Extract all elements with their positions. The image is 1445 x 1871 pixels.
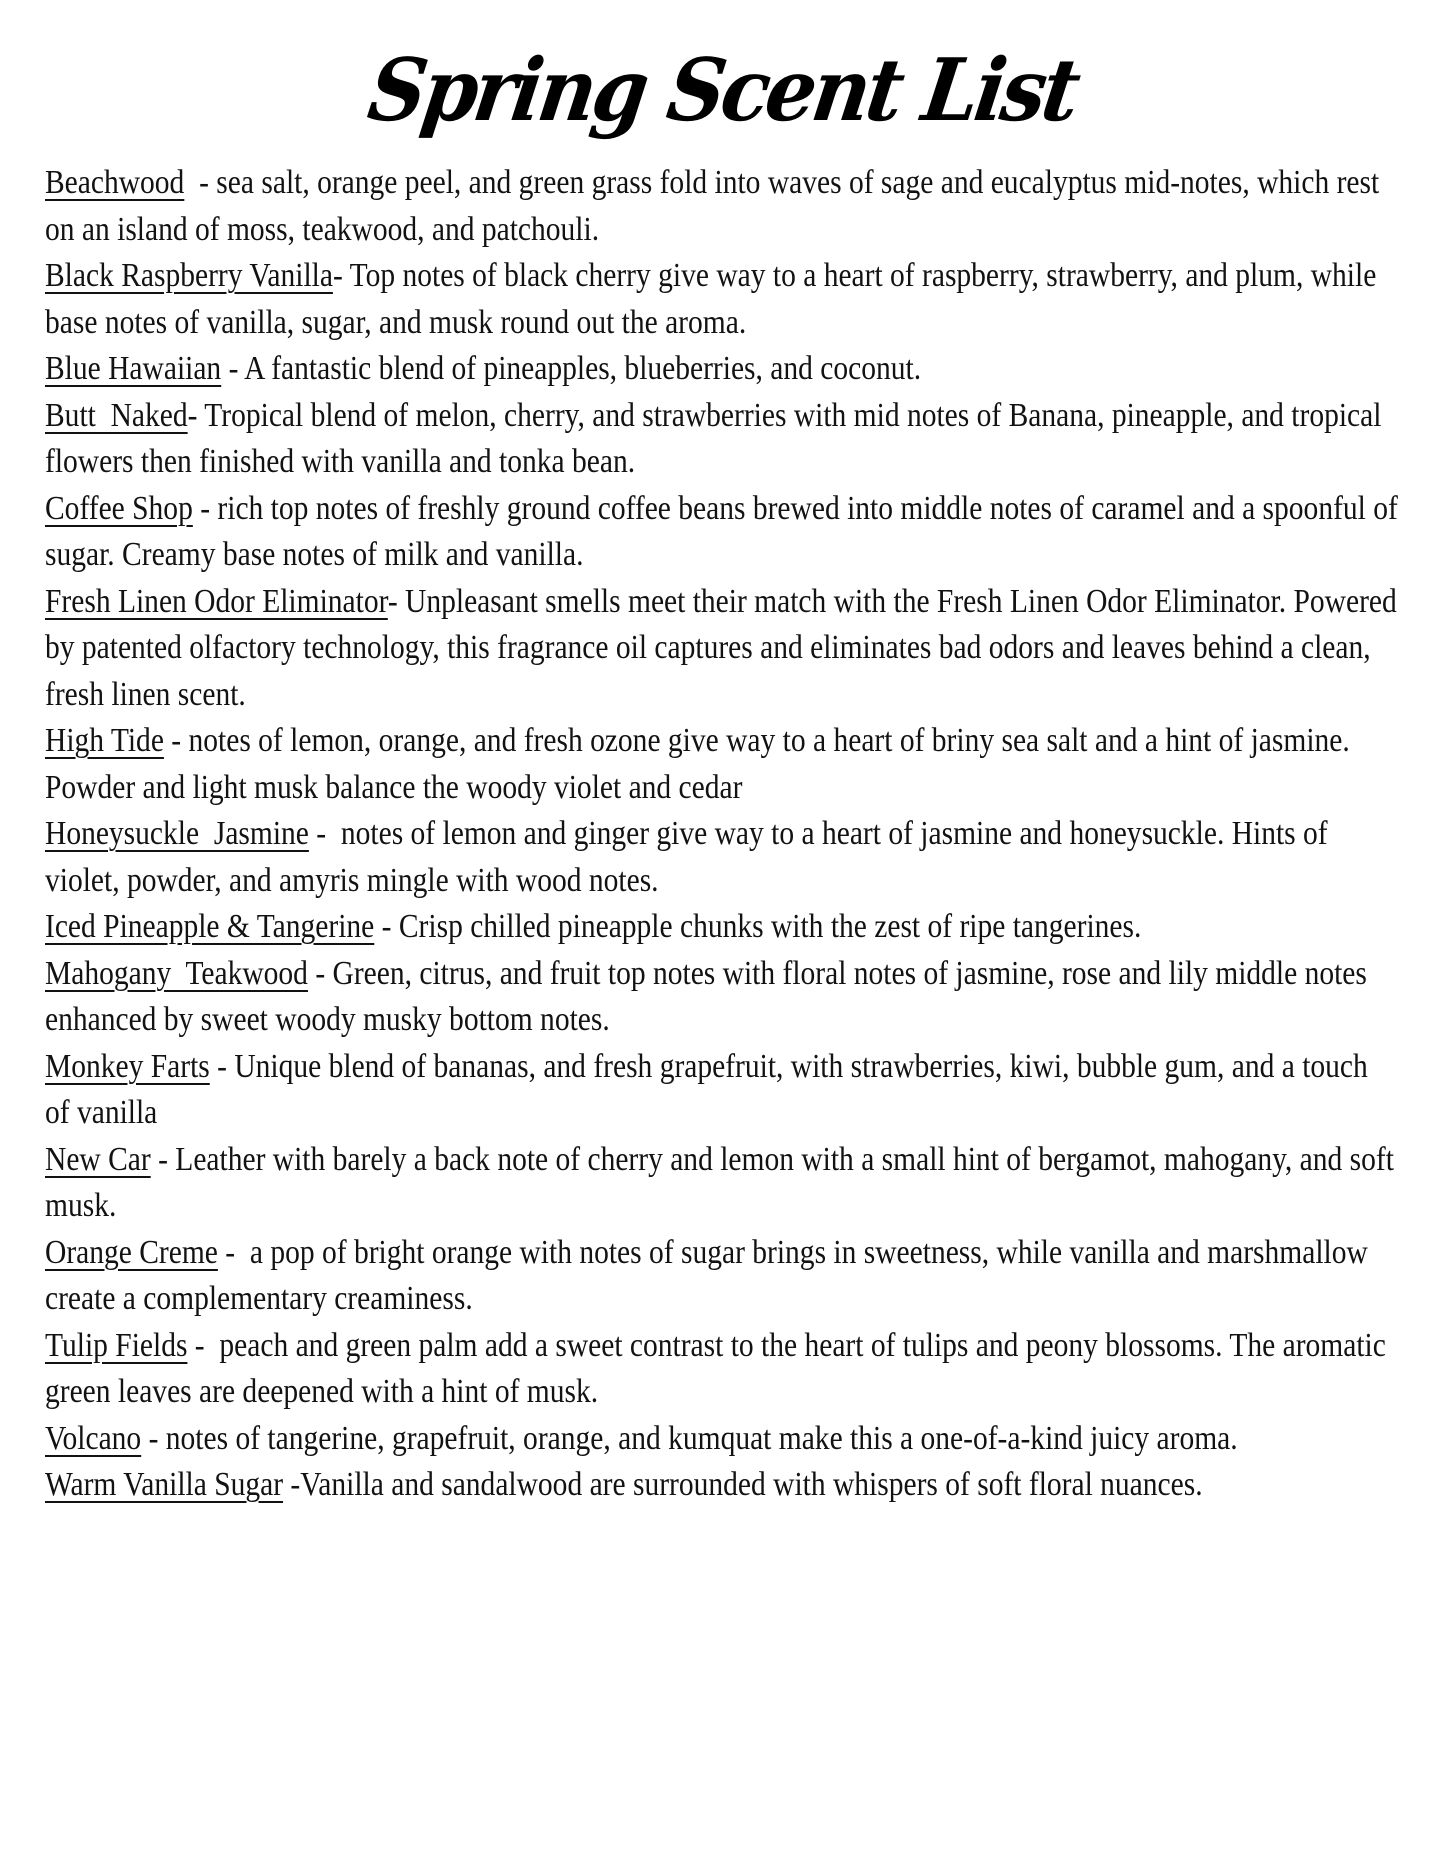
scent-separator: -: [374, 908, 399, 945]
scent-description: Unpleasant smells meet their match with the Fresh Linen Odor Eliminator. Powered by patented olfactory technology, this fragrance oil captures and eliminates bad odors and leaves behind a clean, fresh linen scent.: [45, 582, 1405, 713]
scent-entry: [45, 1230, 1399, 1323]
scent-separator: -: [184, 164, 217, 201]
scent-name: Honeysuckle Jasmine: [45, 815, 309, 852]
scent-name: Monkey Farts: [45, 1047, 210, 1085]
scent-name: Blue Hawaiian: [45, 350, 222, 387]
scent-entry: [45, 718, 1399, 811]
scent-description: Top notes of black cherry give way to a heart of raspberry, strawberry, and plum, while base notes of vanilla, sugar, and musk round out the aroma.: [45, 257, 1384, 341]
scent-entry: [45, 1416, 1399, 1463]
scent-description: Crisp chilled pineapple chunks with the zest of ripe tangerines.: [398, 908, 1142, 945]
scent-separator: -: [163, 722, 189, 759]
scent-separator: -: [192, 489, 218, 527]
page-title-text: Spring Scent List: [362, 40, 1083, 141]
scent-separator: -: [221, 350, 245, 387]
scent-separator: -: [209, 1047, 235, 1085]
scent-entry: [45, 1462, 1399, 1509]
scent-separator: -: [283, 1466, 301, 1503]
scent-entry: [45, 486, 1406, 579]
scent-description: Green, citrus, and fruit top notes with floral notes of jasmine, rose and lily middle notes enhanced by sweet woody musky bottom notes.: [45, 954, 1375, 1038]
scent-description: sea salt, orange peel, and green grass fold into waves of sage and eucalyptus mid-notes, which rest on an island of moss, teakwood, and patchouli.: [45, 164, 1387, 248]
scent-entry: [45, 951, 1399, 1044]
scent-entry: [45, 1137, 1402, 1230]
scent-description: a pop of bright orange with notes of sugar brings in sweetness, while vanilla and marshmallow create a complementary creaminess.: [45, 1233, 1376, 1317]
scent-entry: [45, 1044, 1399, 1137]
scent-entry: [45, 579, 1405, 719]
scent-name: Iced Pineapple & Tangerine: [45, 908, 375, 945]
scent-name: Fresh Linen Odor Eliminator: [45, 582, 388, 620]
scent-separator: -: [141, 1419, 166, 1457]
scent-separator: -: [150, 1140, 176, 1178]
scent-separator: -: [387, 582, 406, 620]
scent-name: Volcano: [45, 1419, 142, 1457]
scent-separator: -: [187, 396, 205, 434]
scent-description: rich top notes of freshly ground coffee beans brewed into middle notes of caramel and a spoonful of sugar. Creamy base notes of milk and vanilla.: [45, 489, 1406, 573]
scent-description: A fantastic blend of pineapples, blueberries, and coconut.: [244, 350, 922, 387]
scent-description: Tropical blend of melon, cherry, and strawberries with mid notes of Banana, pineapple, and tropical flowers then finished with vanilla and tonka bean.: [45, 396, 1389, 480]
page-title: [0, 40, 1445, 141]
scent-description: Unique blend of bananas, and fresh grapefruit, with strawberries, kiwi, bubble gum, and a touch of vanilla: [45, 1047, 1376, 1131]
scent-name: Mahogany Teakwood: [45, 954, 308, 992]
scent-separator: -: [217, 1233, 250, 1271]
scent-name: High Tide: [45, 722, 164, 759]
scent-entry: [45, 160, 1399, 253]
scent-entry: [45, 346, 1399, 393]
scent-name: Butt Naked: [45, 396, 188, 434]
scent-separator: -: [187, 1326, 220, 1364]
scent-entry: [45, 1323, 1399, 1416]
scent-description: Leather with barely a back note of cherry and lemon with a small hint of bergamot, mahogany, and soft musk.: [45, 1140, 1402, 1224]
scent-separator: -: [307, 954, 333, 992]
scent-entry: [45, 811, 1399, 904]
scent-separator: -: [308, 815, 341, 852]
scent-name: Beachwood: [45, 164, 185, 201]
scent-description: notes of lemon, orange, and fresh ozone give way to a heart of briny sea salt and a hint of jasmine. Powder and light musk balance the woody violet and cedar: [45, 722, 1358, 806]
scent-name: Black Raspberry Vanilla: [45, 257, 333, 294]
scent-name: Orange Creme: [45, 1233, 218, 1271]
scent-separator: -: [332, 257, 350, 294]
scent-entry: [45, 393, 1399, 486]
scent-name: Tulip Fields: [45, 1326, 188, 1364]
scent-entry: [45, 904, 1399, 951]
scent-name: Coffee Shop: [45, 489, 193, 527]
scent-description: notes of lemon and ginger give way to a heart of jasmine and honeysuckle. Hints of violet, powder, and amyris mingle with wood notes.: [45, 815, 1336, 899]
scent-name: New Car: [45, 1140, 151, 1178]
scent-description: Vanilla and sandalwood are surrounded with whispers of soft floral nuances.: [300, 1466, 1203, 1503]
scent-description: peach and green palm add a sweet contrast to the heart of tulips and peony blossoms. The aromatic green leaves are deepened with a hint of musk.: [45, 1326, 1394, 1410]
scent-description: notes of tangerine, grapefruit, orange, and kumquat make this a one-of-a-kind juicy aroma.: [165, 1419, 1238, 1457]
scent-name: Warm Vanilla Sugar: [45, 1466, 284, 1503]
scent-entry: [45, 253, 1399, 346]
scent-list: [45, 160, 1406, 1509]
